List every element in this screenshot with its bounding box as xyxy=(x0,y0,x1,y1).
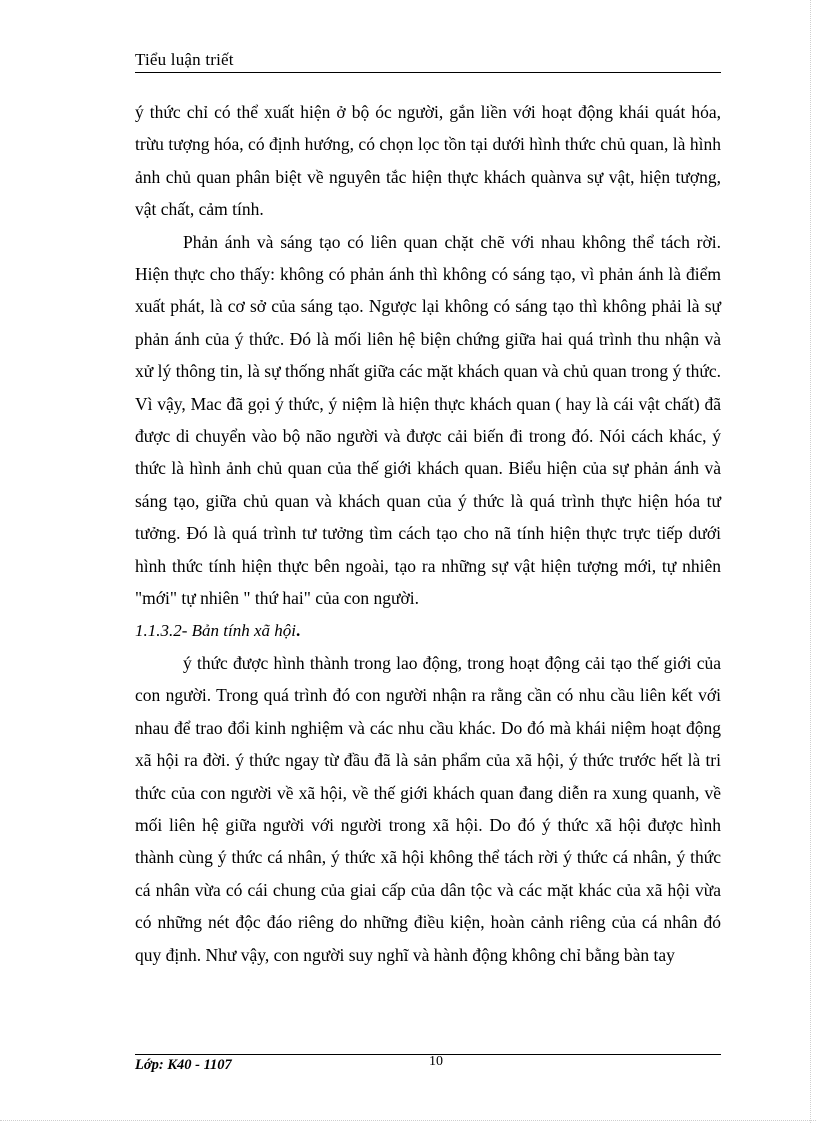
paragraph-1: ý thức chỉ có thể xuất hiện ở bộ óc người, gắn liền với hoạt động khái quát hóa, trừu tượng hóa, có định hướng, có chọn lọc tồn tại dưới hình thức chủ quan, là hình ảnh chủ quan phân biệt về nguyên tắc hiện thực khách quànva sự vật, hiện tượng, vật chất, cảm tính. xyxy=(135,102,721,220)
section-heading-period: . xyxy=(296,620,301,640)
page-number: 10 xyxy=(429,1054,443,1069)
page-edge-bottom xyxy=(0,1120,816,1121)
paragraph-2: Phản ánh và sáng tạo có liên quan chặt chẽ với nhau không thể tách rời. Hiện thực cho thấy: không có phản ánh thì không có sáng tạo, vì phản ánh là điểm xuất phát, là cơ sở của sáng tạo. Ngược lại không có sáng tạo thì không phải là sự phản ánh của ý thức. Đó là mối liên hệ biện chứng giữa hai quá trình thu nhận và xử lý thông tin, là sự thống nhất giữa các mặt khách quan và chủ quan trong ý thức. Vì vậy, Mac đã gọi ý thức, ý niệm là hiện thực khách quan ( hay là cái vật chất) đã được di chuyển vào bộ não người và được cải biến đi trong đó. Nói cách khác, ý thức là hình ảnh chủ quan của thế giới khách quan. Biểu hiện của sự phản ánh và sáng tạo, giữa chủ quan và khách quan của ý thức là quá trình thực hiện hóa tư tưởng. Đó là quá trình tư tưởng tìm cách tạo cho nã tính hiện thực trực tiếp dưới hình thức tính hiện thực bên ngoài, tạo ra những sự vật hiện tượng mới, tự nhiên "mới" tự nhiên " thứ hai" của con người. xyxy=(135,231,721,609)
header-title: Tiểu luận triết xyxy=(135,50,234,69)
section-heading xyxy=(135,615,721,647)
header-divider xyxy=(135,72,721,73)
section-heading-text: 1.1.3.2- Bản tính xã hội xyxy=(135,620,297,640)
footer-class-label: Lớp: K40 - 1107 xyxy=(135,1057,232,1073)
paragraph-3: ý thức được hình thành trong lao động, trong hoạt động cải tạo thế giới của con người. Trong quá trình đó con người nhận ra rằng cần có nhu cầu liên kết với nhau để trao đổi kinh nghiệm và các nhu cầu khác. Do đó mà khái niệm hoạt động xã hội ra đời. ý thức ngay từ đầu đã là sản phẩm của xã hội, ý thức trước hết là tri thức của con người về xã hội, về thế giới khách quan đang diễn ra xung quanh, về mối liên hệ giữa người với người trong xã hội. Do đó ý thức xã hội được hình thành cùng ý thức cá nhân, ý thức xã hội không thể tách rời ý thức cá nhân, ý thức cá nhân vừa có cái chung của giai cấp của dân tộc và các mặt khác của xã hội vừa có những nét độc đáo riêng do những điều kiện, hoàn cảnh riêng của cá nhân đó quy định. Như vậy, con người suy nghĩ và hành động không chỉ bằng bàn tay xyxy=(135,652,721,965)
body-text xyxy=(135,96,721,971)
page-edge-right xyxy=(810,0,811,1123)
